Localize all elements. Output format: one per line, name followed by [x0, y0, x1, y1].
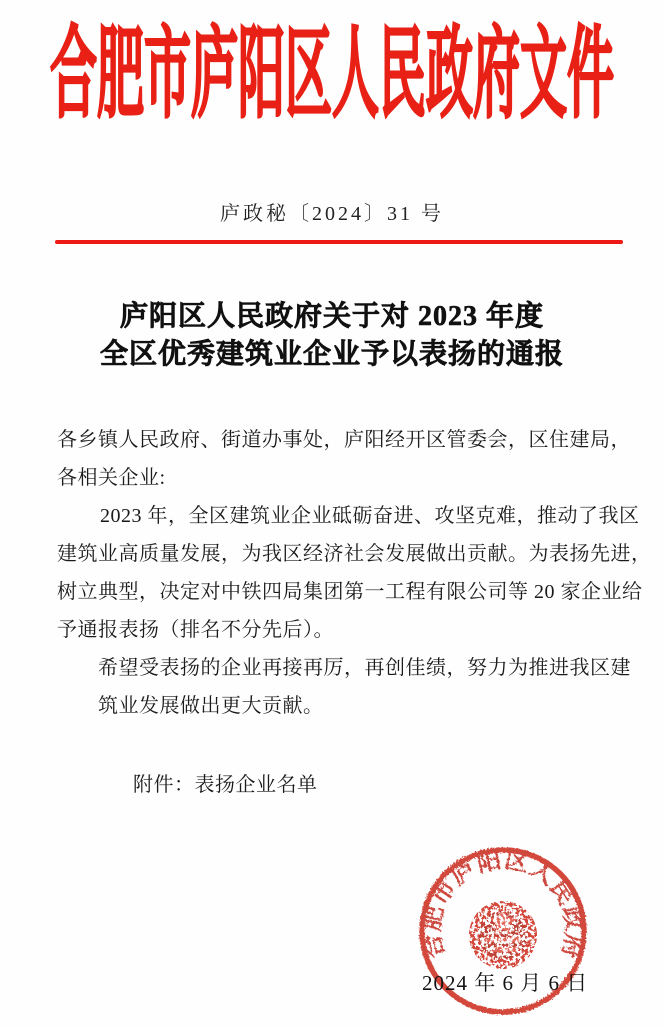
document-title-line1: 庐阳区人民政府关于对 2023 年度 [119, 301, 544, 332]
issue-date: 2024 年 6 月 6 日 [422, 971, 589, 995]
body-line: 予通报表扬（排名不分先后）。 [57, 619, 334, 641]
paragraph-encouragement [98, 649, 631, 725]
letterhead-title: 合肥市庐阳区人民政府文件 [50, 19, 614, 130]
body-line: 建筑业高质量发展，为我区经济社会发展做出贡献。为表扬先进， [57, 543, 652, 565]
paragraph-recipients [57, 421, 631, 497]
body-line: 树立典型，决定对中铁四局集团第一工程有限公司等 20 家企业给 [57, 581, 643, 603]
body-line: 希望受表扬的企业再接再厉，再创佳绩，努力为推进我区建 [98, 657, 631, 679]
attachment-note: 附件：表扬企业名单 [133, 774, 318, 796]
document-number: 庐政秘〔2024〕31 号 [220, 203, 444, 225]
red-divider-line [55, 240, 623, 244]
document-title-line2: 全区优秀建筑业企业予以表扬的通报 [99, 339, 564, 370]
body-line: 各相关企业: [57, 467, 166, 489]
seal-arc-text: 合肥市庐阳区人民政府 [419, 847, 587, 962]
paragraph-commendation [57, 497, 652, 649]
document-title [0, 298, 664, 374]
body-line: 2023 年，全区建筑业企业砥砺奋进、攻坚克难，推动了我区 [100, 505, 640, 527]
seal-national-emblem [469, 901, 537, 969]
body-line: 筑业发展做出更大贡献。 [98, 695, 324, 717]
body-line: 各乡镇人民政府、街道办事处，庐阳经开区管委会，区住建局， [57, 429, 631, 451]
document-body [57, 421, 652, 804]
